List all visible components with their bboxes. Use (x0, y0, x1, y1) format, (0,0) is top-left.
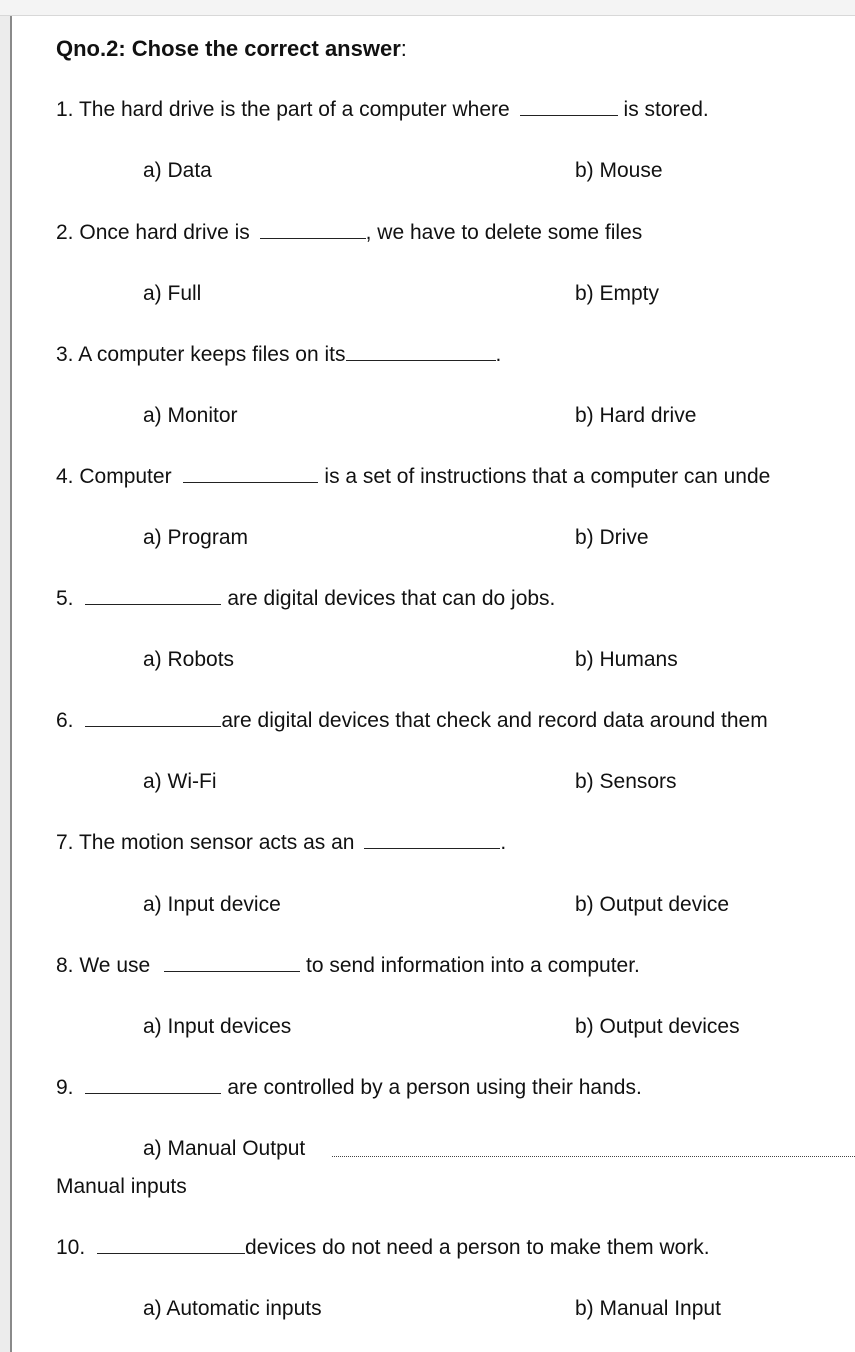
question-number: 4. (56, 465, 74, 488)
question-text-after: devices do not need a person to make them work. (245, 1236, 710, 1259)
option-a[interactable]: a) Full (143, 282, 202, 305)
question-5 (56, 586, 555, 612)
option-b[interactable]: b) Output device (575, 893, 730, 916)
question-7 (56, 830, 506, 856)
option-a[interactable]: a) Manual Output (143, 1137, 306, 1160)
worksheet-heading (56, 36, 407, 62)
question-number: 7. (56, 831, 74, 854)
answer-blank[interactable] (364, 830, 500, 849)
question-text-before: We use (79, 954, 151, 977)
dotted-leader (332, 1156, 855, 1157)
answer-blank[interactable] (85, 1075, 221, 1094)
option-b[interactable]: b) Manual Input (575, 1297, 721, 1320)
question-number: 10. (56, 1236, 86, 1259)
question-text-before: The motion sensor acts as an (78, 831, 355, 854)
option-a[interactable]: a) Data (143, 159, 212, 182)
heading-text: Qno.2: Chose the correct answer (56, 36, 401, 61)
question-number: 1. (56, 98, 74, 121)
option-b[interactable]: b) Empty (575, 282, 660, 305)
option-b[interactable]: b) Mouse (575, 159, 663, 182)
question-text-after: to send information into a computer. (306, 954, 640, 977)
question-text-after: is a set of instructions that a computer can unde (324, 465, 771, 488)
option-a[interactable]: a) Monitor (143, 404, 238, 427)
question-number: 2. (56, 221, 74, 244)
option-a[interactable]: a) Robots (143, 648, 235, 671)
document-top-band (0, 0, 855, 16)
document-left-margin (0, 16, 12, 1352)
answer-blank[interactable] (183, 464, 318, 483)
question-10 (56, 1235, 710, 1261)
question-text-after: . (495, 343, 502, 366)
answer-blank[interactable] (164, 953, 300, 972)
question-4 (56, 464, 770, 490)
option-b[interactable]: b) Hard drive (575, 404, 697, 427)
question-text-after: are controlled by a person using their hands. (227, 1076, 642, 1099)
question-text-after: , we have to delete some files (365, 221, 643, 244)
option-b[interactable]: Manual inputs (56, 1175, 187, 1198)
question-3 (56, 342, 501, 368)
option-a[interactable]: a) Wi-Fi (143, 770, 217, 793)
question-8 (56, 953, 640, 979)
option-a[interactable]: a) Input device (143, 893, 281, 916)
answer-blank[interactable] (260, 220, 366, 239)
question-number: 5. (56, 587, 74, 610)
answer-blank[interactable] (97, 1235, 245, 1254)
question-9 (56, 1075, 642, 1101)
question-text-before: A computer keeps files on its (78, 343, 346, 366)
option-a[interactable]: a) Program (143, 526, 249, 549)
option-b[interactable]: b) Output devices (575, 1015, 740, 1038)
question-2 (56, 220, 642, 246)
question-text-after: is stored. (623, 98, 709, 121)
worksheet-page (12, 16, 855, 1352)
question-text-before: Computer (79, 465, 172, 488)
question-number: 8. (56, 954, 74, 977)
answer-blank[interactable] (85, 586, 221, 605)
option-b[interactable]: b) Drive (575, 526, 649, 549)
option-b[interactable]: b) Sensors (575, 770, 677, 793)
question-6 (56, 708, 768, 734)
answer-blank[interactable] (85, 708, 221, 727)
question-number: 3. (56, 343, 74, 366)
question-text-after: are digital devices that check and record data around them (221, 709, 768, 732)
question-text-before: The hard drive is the part of a computer where (78, 98, 510, 121)
option-a[interactable]: a) Automatic inputs (143, 1297, 322, 1320)
question-number: 9. (56, 1076, 74, 1099)
answer-blank[interactable] (520, 97, 618, 116)
heading-colon: : (400, 36, 407, 61)
question-1 (56, 97, 709, 123)
question-number: 6. (56, 709, 74, 732)
option-a[interactable]: a) Input devices (143, 1015, 292, 1038)
question-text-after: are digital devices that can do jobs. (227, 587, 556, 610)
option-b[interactable]: b) Humans (575, 648, 678, 671)
question-text-after: . (500, 831, 507, 854)
answer-blank[interactable] (346, 342, 496, 361)
question-text-before: Once hard drive is (79, 221, 250, 244)
